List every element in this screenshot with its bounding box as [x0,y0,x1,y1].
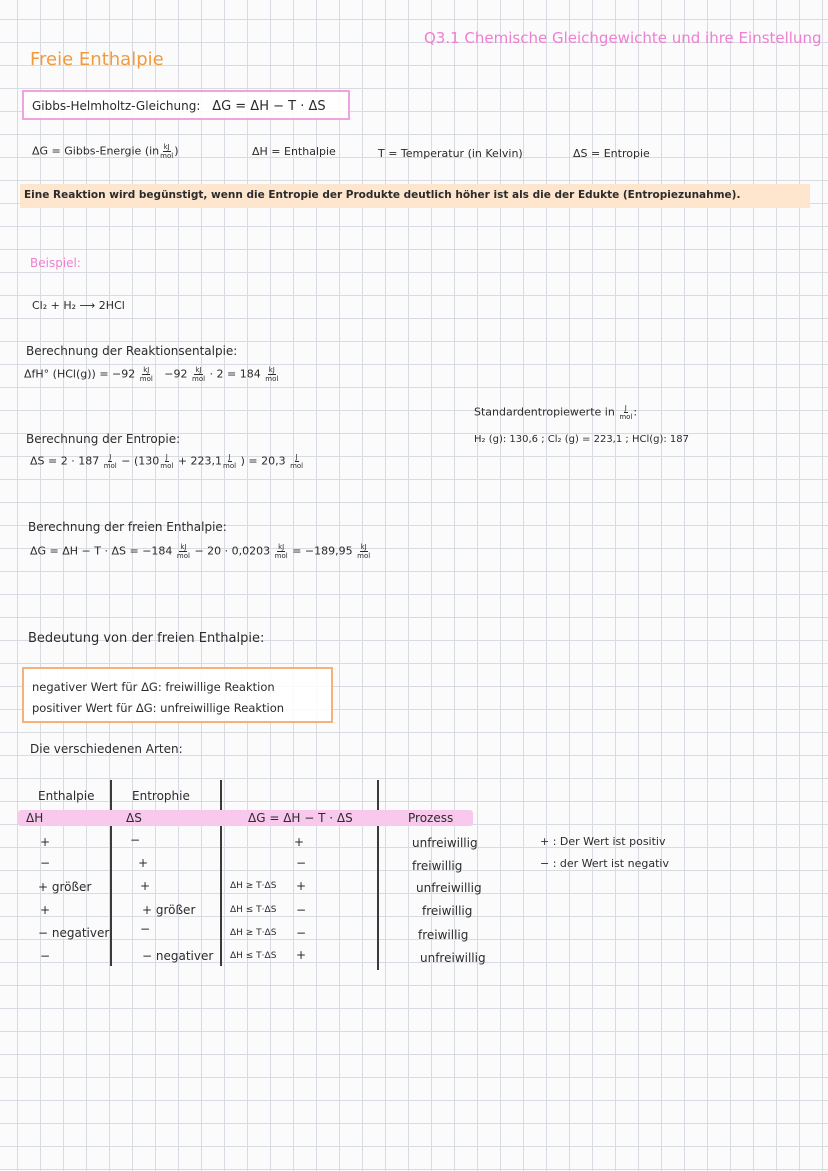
row-4-dg: − [296,903,307,917]
entropy-calc-a: ΔS = 2 · 187 [30,454,100,468]
unit-j: J [624,404,627,412]
unit-kj: kJ [278,543,285,551]
col-process: Prozess [408,811,454,825]
unit-mol: mol [290,462,304,470]
unit-j: J [228,453,231,461]
meaning-line-negative: negativer Wert für ΔG: freiwillige Reaktion [32,680,275,694]
unit-mol: mol [139,375,153,383]
unit-j: J [295,453,298,461]
table-divider-3 [377,780,379,970]
row-4-ds: + größer [142,903,196,917]
col-dg: ΔG = ΔH − T · ΔS [248,811,353,825]
entropy-calc-c: + 223,1 [177,454,223,468]
row-6-dh: − [40,949,51,963]
row-3-cond: ΔH ≥ T·ΔS [230,881,277,891]
unit-mol: mol [274,552,288,560]
free-enthalpy-calculation [30,543,371,560]
example-reaction: Cl₂ + H₂ ⟶ 2HCl [32,299,125,312]
header-highlight [18,810,473,826]
row-3-dh: + größer [38,880,92,894]
definition-dg [32,143,179,160]
unit-kj: kJ [360,543,367,551]
col-entropy: Entrophie [132,789,190,803]
row-4-process: freiwillig [422,904,473,918]
enthalpy-heading: Berechnung der Reaktionsentalpie: [26,344,238,358]
enthalpy-calc-b: −92 [164,367,188,381]
row-3-dg: + [296,879,307,893]
free-enthalpy-heading: Berechnung der freien Enthalpie: [28,520,227,534]
enthalpy-calc-c: · 2 = 184 [209,367,261,381]
free-calc-b: − 20 · 0,0203 [194,544,271,558]
unit-mol: mol [176,552,190,560]
row-2-process: freiwillig [412,859,463,873]
row-5-cond: ΔH ≥ T·ΔS [230,928,277,938]
row-2-dh: − [40,856,51,870]
types-heading: Die verschiedenen Arten: [30,742,183,756]
unit-mol: mol [265,375,279,383]
meaning-heading: Bedeutung von der freien Enthalpie: [28,631,265,646]
row-6-ds: − negativer [142,949,214,963]
row-6-cond: ΔH ≤ T·ΔS [230,951,277,961]
unit-mol: mol [103,462,117,470]
definition-dh: ΔH = Enthalpie [252,145,336,158]
entropy-calculation [30,453,304,470]
gibbs-label: Gibbs-Helmholtz-Gleichung: [32,99,201,113]
meaning-box [22,667,333,723]
unit-kj: kJ [180,543,187,551]
row-1-dh: + [40,835,51,849]
free-calc-a: ΔG = ΔH − T · ΔS = −184 [30,544,173,558]
unit-j: J [109,453,112,461]
example-label: Beispiel: [30,256,81,270]
std-entropy-heading: Standardentropiewerte in $\frac{J}{\text{mol}}$ : [474,404,638,421]
unit-mol: mol [160,462,174,470]
unit-mol: mol [619,413,633,421]
row-2-dg: − [296,856,307,870]
row-1-ds: − [130,833,141,847]
col-ds: ΔS [126,811,142,825]
row-4-cond: ΔH ≤ T·ΔS [230,905,277,915]
gibbs-formula: ΔG = ΔH − T · ΔS [212,99,326,114]
row-5-process: freiwillig [418,928,469,942]
row-5-dg: − [296,926,307,940]
unit-denominator: mol [160,152,174,160]
unit-kj: kJ [143,366,150,374]
col-enthalpy: Enthalpie [38,789,95,803]
definition-t: T = Temperatur (in Kelvin) [378,147,523,160]
row-5-dh: − negativer [38,926,110,940]
entropy-calc-d: ) = 20,3 [240,454,286,468]
enthalpy-calculation [24,366,279,383]
col-dh: ΔH [26,811,44,825]
std-entropy-heading-text: Standardentropiewerte in [474,405,615,419]
unit-j: J [165,453,168,461]
free-calc-c: = −189,95 [292,544,353,558]
unit-mol: mol [192,375,206,383]
row-6-dg: + [296,948,307,962]
unit-kj: kJ [268,366,275,374]
enthalpy-calc-a: ΔfH° (HCl(g)) = −92 [24,367,136,381]
row-5-ds: − [140,922,151,936]
std-entropy-values: H₂ (g): 130,6 ; Cl₂ (g) = 223,1 ; HCl(g): 187 [474,434,690,445]
legend-minus: − : der Wert ist negativ [540,857,669,870]
unit-mol: mol [357,552,371,560]
entropy-heading: Berechnung der Entropie: [26,432,181,446]
row-3-process: unfreiwillig [416,881,482,895]
gibbs-helmholtz-box [22,90,350,120]
meaning-line-positive: positiver Wert für ΔG: unfreiwillige Reaktion [32,701,285,715]
row-4-dh: + [40,903,51,917]
unit-mol: mol [223,462,237,470]
definition-dg-close: ) [174,144,179,158]
row-6-process: unfreiwillig [420,951,486,965]
row-3-ds: + [140,879,151,893]
table-divider-2 [220,780,222,966]
unit-numerator: kJ [163,143,170,151]
row-2-ds: + [138,856,149,870]
entropy-note: Eine Reaktion wird begünstigt, wenn die Entropie der Produkte deutlich höher ist als die der Edukte (Entropiezunahme). [20,184,810,208]
page-title: Freie Enthalpie [30,49,164,70]
definition-ds: ΔS = Entropie [573,147,650,160]
chapter-title: Q3.1 Chemische Gleichgewichte und ihre Einstellung [424,29,822,47]
row-1-dg: + [294,835,305,849]
definition-dg-text: ΔG = Gibbs-Energie (in [32,144,160,158]
legend-plus: + : Der Wert ist positiv [540,835,666,848]
row-1-process: unfreiwillig [412,836,478,850]
unit-kj: kJ [195,366,202,374]
entropy-calc-b: − (130 [121,454,160,468]
table-divider-1 [110,780,112,966]
